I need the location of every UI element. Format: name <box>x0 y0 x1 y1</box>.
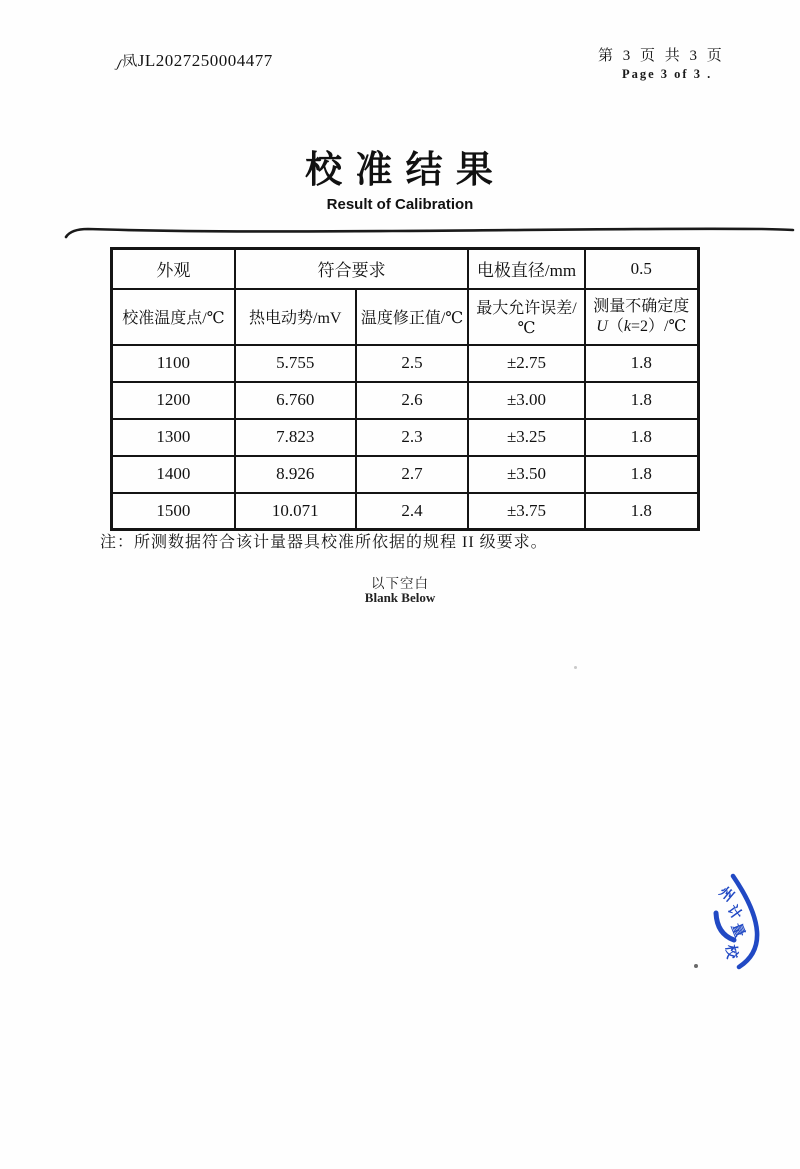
page-title: 校 准 结 果 <box>305 150 495 191</box>
blank-below-cn: 以下空白 <box>371 576 429 591</box>
uncertainty-k-symbol: k <box>623 317 631 335</box>
data-cell: 1.8 <box>585 345 699 382</box>
table-row <box>112 382 699 419</box>
blank-below-en: Blank Below <box>364 590 436 605</box>
uncertainty-paren: （ <box>607 317 624 335</box>
page-indicator <box>598 44 768 82</box>
data-cell: 1.8 <box>585 419 699 456</box>
data-cell: 1400 <box>112 456 235 493</box>
data-cell: 1.8 <box>585 493 699 530</box>
title-divider-line <box>62 220 798 244</box>
data-cell: 8.926 <box>235 456 356 493</box>
data-cell: 1100 <box>112 345 235 382</box>
electrode-diameter-value-cell: 0.5 <box>585 249 699 289</box>
header-measurement-uncertainty <box>585 289 699 345</box>
handwritten-mark: ʃ <box>115 55 124 72</box>
data-cell: 2.7 <box>356 456 469 493</box>
page-indicator-cn: 第 3 页 共 3 页 <box>598 48 725 64</box>
table-row <box>112 456 699 493</box>
data-cell: 2.4 <box>356 493 469 530</box>
appearance-label-cell: 外观 <box>112 249 235 289</box>
table-row <box>112 419 699 456</box>
calibration-result-table <box>110 247 700 531</box>
data-cell: 7.823 <box>235 419 356 456</box>
header-emf: 热电动势/mV <box>235 289 356 345</box>
data-cell: 2.5 <box>356 345 469 382</box>
uncertainty-tail: =2）/℃ <box>630 317 687 335</box>
scan-speck <box>694 964 698 968</box>
data-cell: 2.6 <box>356 382 469 419</box>
data-cell: 1200 <box>112 382 235 419</box>
official-seal-partial <box>685 850 785 990</box>
header-max-permissible-error: 最大允许误差/℃ <box>468 289 584 345</box>
scan-speck <box>574 666 577 669</box>
table-header-row <box>112 289 699 345</box>
data-cell: ±3.75 <box>468 493 584 530</box>
data-cell: 1.8 <box>585 382 699 419</box>
data-cell: ±3.50 <box>468 456 584 493</box>
data-cell: 5.755 <box>235 345 356 382</box>
electrode-diameter-label-cell: 电极直径/mm <box>468 249 584 289</box>
data-cell: 1.8 <box>585 456 699 493</box>
table-row-appearance <box>112 249 699 289</box>
page-indicator-en: Page 3 of 3 . <box>622 67 713 81</box>
appearance-value-cell: 符合要求 <box>235 249 469 289</box>
seal-character: 校 <box>722 944 739 960</box>
data-cell: 1500 <box>112 493 235 530</box>
data-cell: ±2.75 <box>468 345 584 382</box>
header-temperature-point: 校准温度点/℃ <box>112 289 235 345</box>
seal-character: 量 <box>727 921 747 940</box>
uncertainty-line1: 测量不确定度 <box>593 297 690 315</box>
data-cell: ±3.00 <box>468 382 584 419</box>
data-cell: ±3.25 <box>468 419 584 456</box>
data-cell: 1300 <box>112 419 235 456</box>
compliance-note: 注：所测数据符合该计量器具校准所依据的规程 II 级要求。 <box>100 534 548 551</box>
data-cell: 6.760 <box>235 382 356 419</box>
uncertainty-u-symbol: U <box>596 317 608 335</box>
table-row <box>112 493 699 530</box>
header-temperature-correction: 温度修正值/℃ <box>356 289 469 345</box>
certificate-number-value: JL2027250004477 <box>137 51 273 70</box>
seal-character: 计 <box>723 902 744 924</box>
seal-character: 州 <box>715 884 737 906</box>
certificate-number-prefix: 凤 <box>121 53 139 71</box>
page-subtitle: Result of Calibration <box>326 196 474 213</box>
data-cell: 2.3 <box>356 419 469 456</box>
data-cell: 10.071 <box>235 493 356 530</box>
table-row <box>112 345 699 382</box>
certificate-number <box>115 50 273 72</box>
